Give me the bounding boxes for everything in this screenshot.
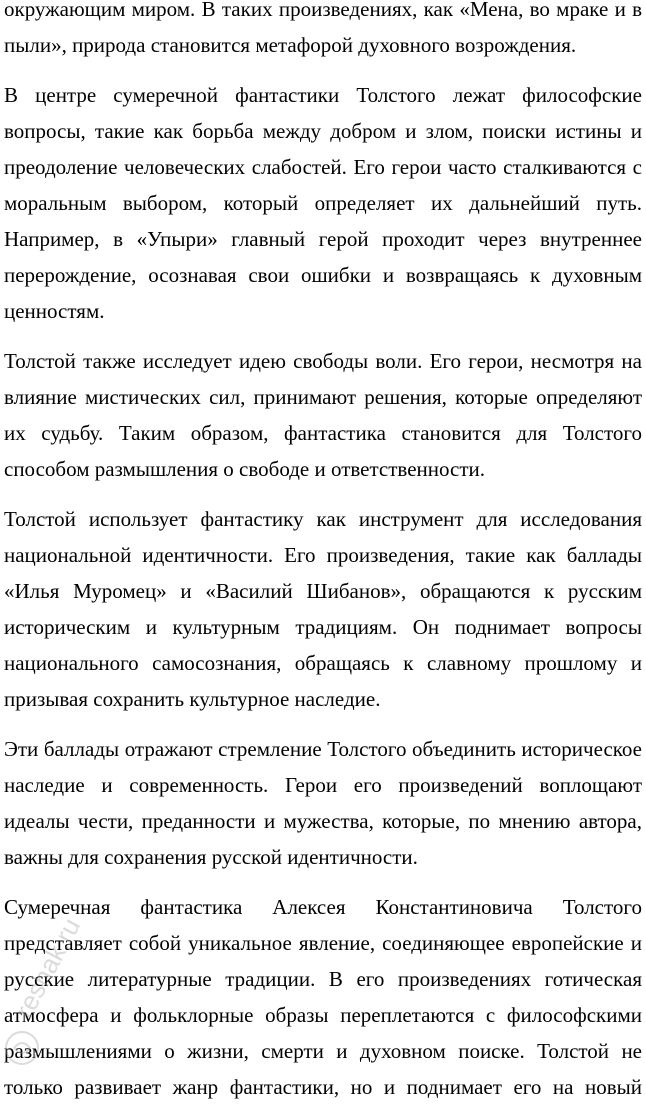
paragraph-2: В центре сумеречной фантастики Толстого лежат философские вопросы, такие как борьба между добром и злом, поиски истины и преодоление человеческих слабостей. Его герои часто сталкиваются с моральным выбором, который определяет их дальнейший путь. Например, в «Упыри» главный герой проходит через внутреннее перерождение, осознавая свои ошибки и возвращаясь к духовным ценностям. — [4, 83, 642, 323]
paragraph-6: Сумеречная фантастика Алексея Константиновича Толстого представляет собой уникальное явление, соединяющее европейские и русские литературные традиции. В его произведениях готическая атмосфера и фольклорные образы переплетаются с философскими размышлениями о жизни, смерти и духовном поиске. Толстой не только развивает жанр фантастики, но и поднимает его на новый — [4, 895, 642, 1099]
paragraph-1: окружающим миром. В таких произведениях, как «Мена, во мраке и в пыли», природа становится метафорой духовного возрождения. — [4, 0, 642, 57]
paragraph-4: Толстой использует фантастику как инструмент для исследования национальной идентичности. Его произведения, такие как баллады «Илья Муромец» и «Василий Шибанов», обращаются к русским историческим и культурным традициям. Он поднимает вопросы национального самосознания, обращаясь к славному прошлому и призывая сохранить культурное наследие. — [4, 507, 642, 711]
paragraph-3: Толстой также исследует идею свободы воли. Его герои, несмотря на влияние мистических сил, принимают решения, которые определяют их судьбу. Таким образом, фантастика становится для Толстого способом размышления о свободе и ответственности. — [4, 349, 642, 481]
watermark-text: reshak.ru — [8, 913, 87, 1023]
paragraph-5: Эти баллады отражают стремление Толстого объединить историческое наследие и современность. Герои его произведений воплощают идеалы чести, преданности и мужества, которые, по мнению автора, важны для сохранения русской идентичности. — [4, 737, 642, 869]
